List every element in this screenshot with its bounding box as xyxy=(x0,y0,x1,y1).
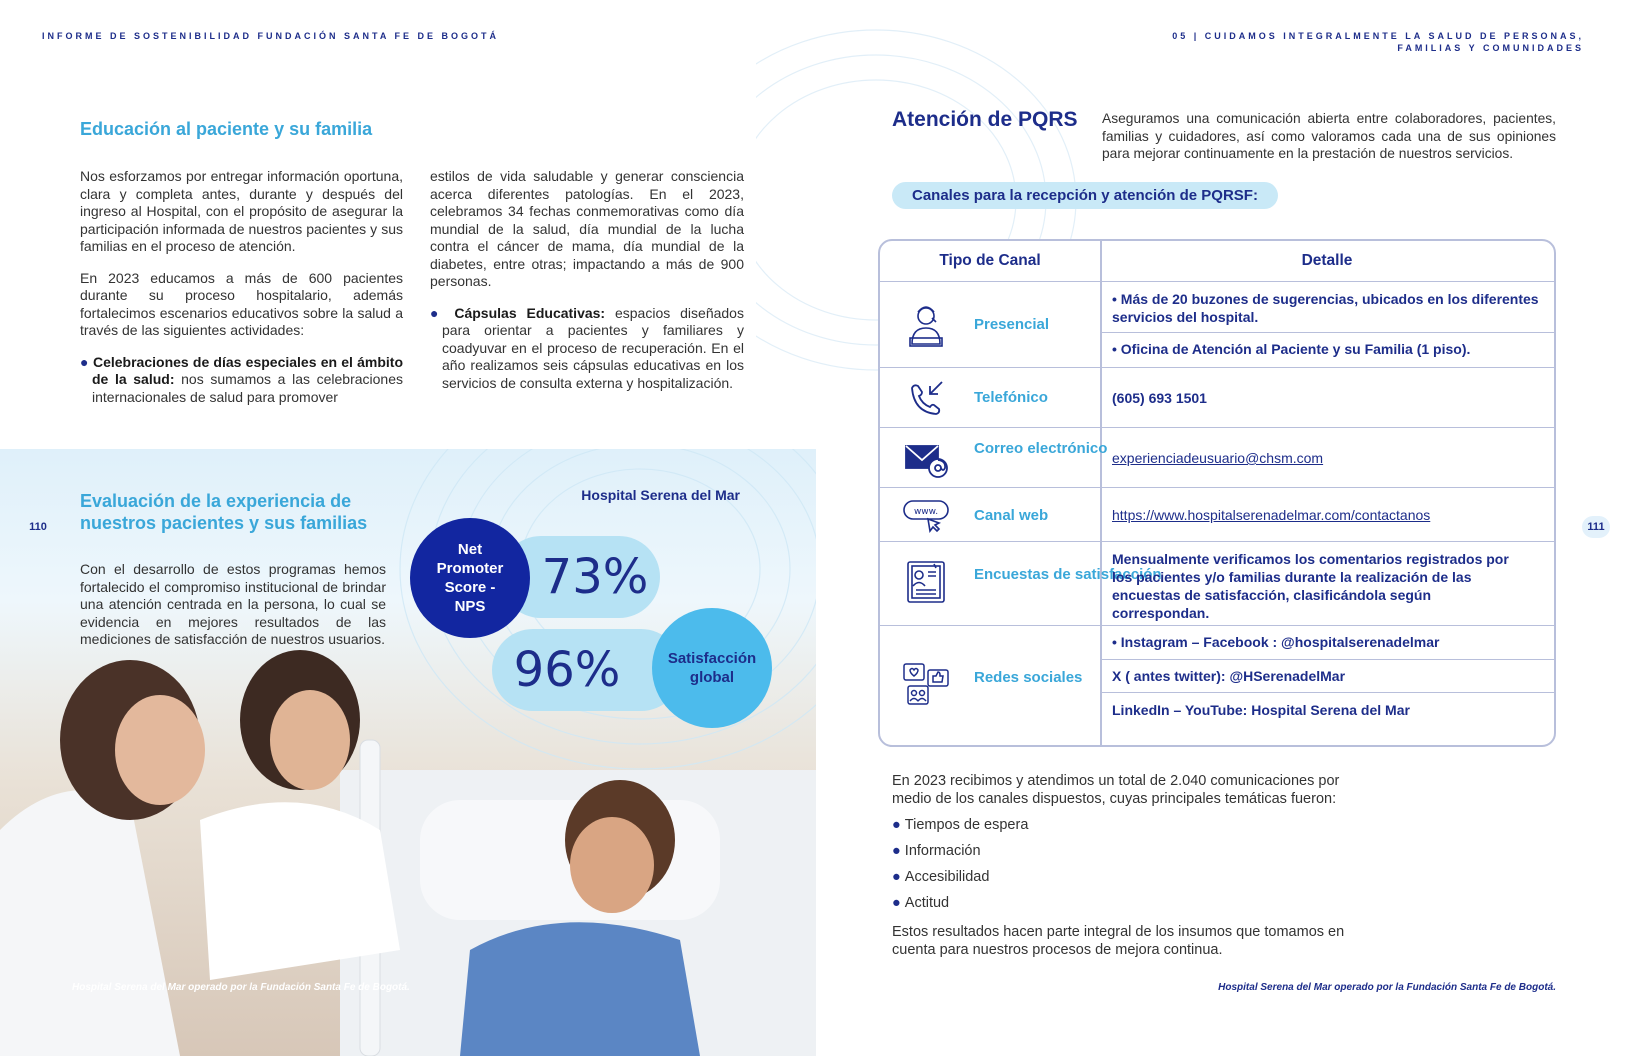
topic-item: ● Tiempos de espera xyxy=(892,817,1029,833)
bullet-capsulas-text: espacios diseñados para orientar a pacientes y familiares y coadyuvar en el proceso de recuperación. En el año realizamos seis cápsulas educativas en los servicios de consulta externa y hospitalización. xyxy=(442,304,744,391)
topics-list xyxy=(892,816,1028,920)
evaluation-text: Con el desarrollo de estos programas hemos fortalecido el compromiso institucional de brindar una atención centrada en la persona, lo cual se evidencia en mejores resultados de las mediciones de satisfacción de nuestros usuarios. xyxy=(80,561,386,647)
sub-divider xyxy=(1100,692,1554,693)
education-title: Educación al paciente y su familia xyxy=(80,119,373,139)
topic-label: Actitud xyxy=(904,895,950,911)
nps-value: 73% xyxy=(500,536,660,618)
education-p2: En 2023 educamos a más de 600 pacientes durante su proceso hospitalario, además fortalecimos escenarios educativos sobre la salud a través de las siguientes actividades: xyxy=(80,269,403,338)
channels-table xyxy=(878,239,1556,747)
channel-detail-encuestas: Mensualmente verificamos los comentarios registrados por los pacientes y/o familias durante la realización de las encuestas de satisfacción, clasificándola según correspondan. xyxy=(1112,551,1509,621)
channel-name-web: Canal web xyxy=(974,507,1049,524)
channel-detail-redes-3: LinkedIn – YouTube: Hospital Serena del Mar xyxy=(1112,702,1410,718)
bullet-celebraciones-text-part1: nos sumamos a las celebraciones internacionales de salud para promover xyxy=(92,371,403,405)
page-number-left: 110 xyxy=(29,521,47,533)
svg-text:www.: www. xyxy=(913,507,939,517)
channel-detail-telefonico: (605) 693 1501 xyxy=(1112,390,1207,406)
topic-label: Tiempos de espera xyxy=(904,817,1029,833)
channel-row-encuestas xyxy=(880,541,1554,625)
channel-detail-presencial-1: • Más de 20 buzones de sugerencias, ubicados en los diferentes servicios del hospital. xyxy=(1112,291,1539,325)
header-detalle: Detalle xyxy=(1301,252,1353,269)
topic-item: ● Accesibilidad xyxy=(892,869,990,885)
email-link[interactable]: experienciadeusuario@chsm.com xyxy=(1112,450,1324,466)
bullet-celebraciones-text-part2: estilos de vida saludable y generar consciencia acerca diferentes patologías. En el 2023, celebramos 34 fechas conmemorativas como día mundial de la salud, día mundial de la lucha contra el cáncer de mama, día mundial de la diabetes, entre otras; impactando a más de 900 personas. xyxy=(430,168,744,289)
nps-label: Net Promoter Score - NPS xyxy=(436,541,504,615)
receptionist-icon xyxy=(902,300,950,348)
channel-name-telefonico: Telefónico xyxy=(974,389,1048,406)
satisfaction-value: 96% xyxy=(492,629,682,711)
pqrs-title: Atención de PQRS xyxy=(892,108,1078,131)
channel-detail-correo xyxy=(1112,449,1544,467)
bullet-capsulas: ● Cápsulas Educativas: espacios diseñados para orientar a pacientes y familiares y coadyuvar en el proceso de recuperación. En el año realizamos seis cápsulas educativas en los servicios de consulta externa y hospitalización. xyxy=(430,304,744,391)
web-icon xyxy=(902,491,950,539)
channel-row-redes xyxy=(880,625,1554,747)
channel-name-encuestas: Encuestas de satisfacción xyxy=(974,566,1162,583)
topic-label: Información xyxy=(904,843,981,859)
satisfaction-label: Satisfacción global xyxy=(667,650,757,686)
web-link[interactable]: https://www.hospitalserenadelmar.com/contactanos xyxy=(1112,507,1431,523)
education-col-2 xyxy=(430,168,744,392)
pqrs-intro: Aseguramos una comunicación abierta entre colaboradores, pacientes, familias y cuidadores, así como valoramos cada una de sus opiniones para mejorar continuamente en la prestación de nuestros servicios. xyxy=(1102,111,1556,161)
section-header: 05 | CUIDAMOS INTEGRALMENTE LA SALUD DE PERSONAS, FAMILIAS Y COMUNIDADES xyxy=(1172,31,1584,53)
page-number-right: 111 xyxy=(1582,516,1610,538)
phone-icon xyxy=(902,374,950,422)
bullet-capsulas-title: Cápsulas Educativas: xyxy=(454,304,606,321)
sub-divider xyxy=(1100,659,1554,660)
social-media-icon xyxy=(902,660,950,708)
education-p1: Nos esforzamos por entregar información oportuna, clara y completa antes, durante y después del ingreso al Hospital, con el propósito de asegurar la participación informada de nuestros pacientes y sus familias en el proceso de atención. xyxy=(80,168,403,254)
channel-name-presencial: Presencial xyxy=(974,316,1050,333)
channel-detail-redes-1: • Instagram – Facebook : @hospitalserenadelmar xyxy=(1112,634,1440,650)
channels-pill: Canales para la recepción y atención de PQRSF: xyxy=(892,182,1278,209)
topic-item: ● Información xyxy=(892,843,981,859)
photo-caption-right: Hospital Serena del Mar operado por la Fundación Santa Fe de Bogotá. xyxy=(1218,982,1556,993)
channel-row-web xyxy=(880,487,1554,541)
header-tipo: Tipo de Canal xyxy=(939,252,1041,269)
email-icon xyxy=(902,434,950,482)
channel-name-correo: Correo electrónico xyxy=(974,440,1108,457)
channel-detail-presencial-2: • Oficina de Atención al Paciente y su Familia (1 piso). xyxy=(1112,341,1471,357)
bullet-celebraciones: ● Celebraciones de días especiales en el ámbito de la salud: nos sumamos a las celebraciones internacionales de salud para promover xyxy=(80,353,403,405)
channel-row-telefonico xyxy=(880,367,1554,427)
channel-detail-web xyxy=(1112,506,1544,524)
channel-row-presencial xyxy=(880,281,1554,367)
channel-name-redes: Redes sociales xyxy=(974,669,1083,686)
pqrs-summary: En 2023 recibimos y atendimos un total de 2.040 comunicaciones por medio de los canales dispuestos, cuyas principales temáticas fueron: xyxy=(892,773,1340,807)
nps-circle xyxy=(410,518,530,638)
hospital-label: Hospital Serena del Mar xyxy=(581,487,740,503)
satisfaction-circle xyxy=(652,608,772,728)
topic-item: ● Actitud xyxy=(892,895,950,911)
bullet-celebraciones-title: Celebraciones de días especiales en el ámbito de la salud: xyxy=(92,353,403,387)
pqrs-closing: Estos resultados hacen parte integral de los insumos que tomamos en cuenta para nuestros procesos de mejora continua. xyxy=(892,924,1345,958)
photo-caption: Hospital Serena del Mar operado por la Fundación Santa Fe de Bogotá. xyxy=(72,982,410,993)
evaluation-title: Evaluación de la experiencia de nuestros pacientes y sus familias xyxy=(80,491,368,533)
topic-label: Accesibilidad xyxy=(904,869,990,885)
survey-icon xyxy=(902,558,950,606)
report-header: INFORME DE SOSTENIBILIDAD FUNDACIÓN SANTA FE DE BOGOTÁ xyxy=(42,31,500,41)
channel-row-correo xyxy=(880,427,1554,487)
education-col-1 xyxy=(80,168,403,406)
sub-divider xyxy=(1100,332,1554,333)
channel-detail-redes-2: X ( antes twitter): @HSerenadelMar xyxy=(1112,668,1346,684)
